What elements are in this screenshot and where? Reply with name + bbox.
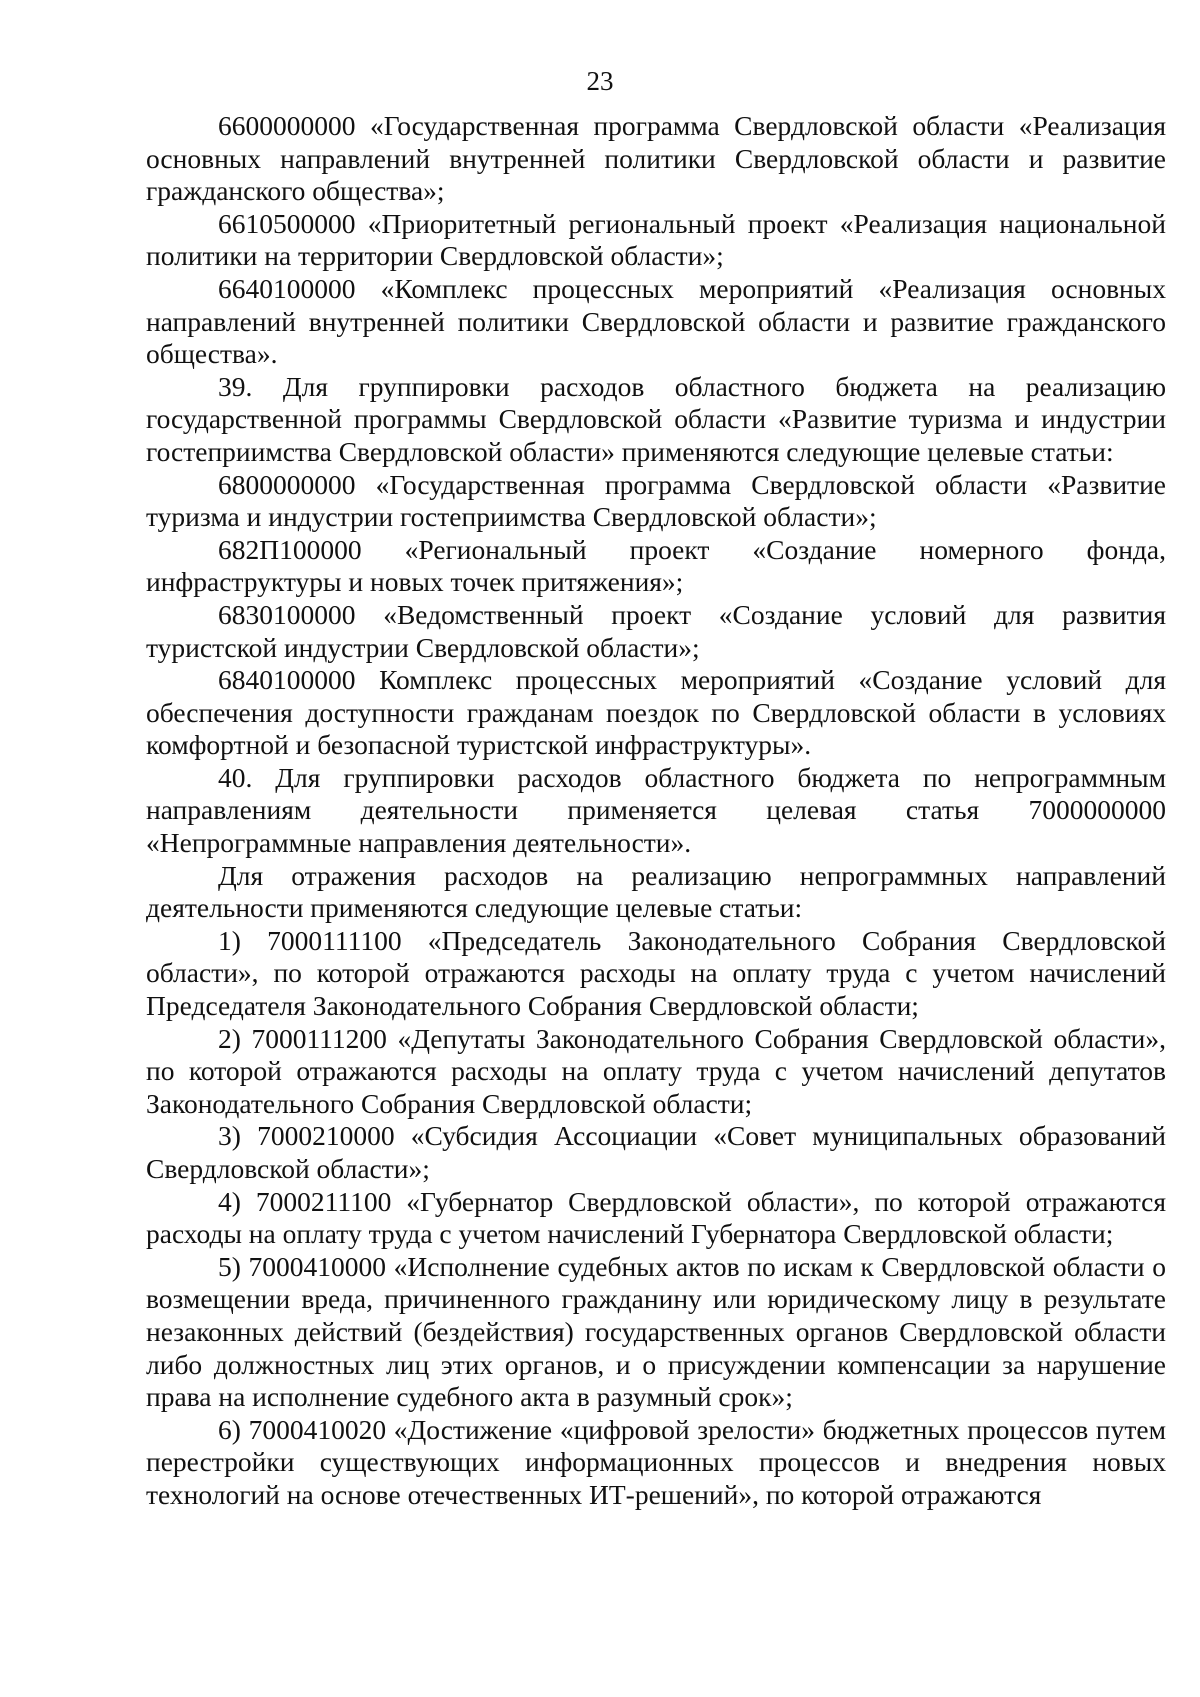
paragraph: 682П100000 «Региональный проект «Создание номерного фонда, инфраструктуры и новых точек притяжения»; [146,533,1166,598]
paragraph: 3) 7000210000 «Субсидия Ассоциации «Совет муниципальных образований Свердловской области»; [146,1120,1166,1184]
paragraph: 40. Для группировки расходов областного бюджета по непрограммным направлениям деятельности применяется целевая статья 7000000000 «Непрограммные направления деятельности». [146,761,1166,859]
paragraph: 6) 7000410020 «Достижение «цифровой зрелости» бюджетных процессов путем перестройки существующих информационных процессов и внедрения новых технологий на основе отечественных ИТ-решений», по которой отражаются [146,1413,1166,1510]
paragraph: 1) 7000111100 «Председатель Законодательного Собрания Свердловской области», по которой отражаются расходы на оплату труда с учетом начислений Председателя Законодательного Собрания Свердловской области; [146,924,1166,1022]
paragraph: 6800000000 «Государственная программа Свердловской области «Развитие туризма и индустрии гостеприимства Свердловской области»; [146,468,1166,533]
paragraph: 6640100000 «Комплекс процессных мероприятий «Реализация основных направлений внутренней политики Свердловской области и развитие гражданского общества». [146,272,1166,370]
document-body [146,110,1166,1512]
paragraph: Для отражения расходов на реализацию непрограммных направлений деятельности применяются следующие целевые статьи: [146,859,1166,924]
paragraph: 39. Для группировки расходов областного бюджета на реализацию государственной программы Свердловской области «Развитие туризма и индустрии гостеприимства Свердловской области» применяются следующие целевые статьи: [146,370,1166,467]
paragraph: 2) 7000111200 «Депутаты Законодательного Собрания Свердловской области», по которой отражаются расходы на оплату труда с учетом начислений депутатов Законодательного Собрания Свердловской области; [146,1022,1166,1119]
paragraph: 6600000000 «Государственная программа Свердловской области «Реализация основных направлений внутренней политики Свердловской области и развитие гражданского общества»; [146,110,1166,207]
page-number: 23 [586,66,614,96]
paragraph: 6610500000 «Приоритетный региональный проект «Реализация национальной политики на территории Свердловской области»; [146,207,1166,272]
paragraph: 5) 7000410000 «Исполнение судебных актов по искам к Свердловской области о возмещении вреда, причиненного гражданину или юридическому лицу в результате незаконных действий (бездействия) государственных органов Свердловской области либо должностных лиц этих органов, и о присуждении компенсации за нарушение права на исполнение судебного акта в разумный срок»; [146,1250,1166,1413]
paragraph: 6830100000 «Ведомственный проект «Создание условий для развития туристской индустрии Свердловской области»; [146,598,1166,663]
paragraph: 4) 7000211100 «Губернатор Свердловской области», по которой отражаются расходы на оплату труда с учетом начислений Губернатора Свердловской области; [146,1185,1166,1250]
paragraph: 6840100000 Комплекс процессных мероприятий «Создание условий для обеспечения доступности гражданам поездок по Свердловской области в условиях комфортной и безопасной туристской инфраструктуры». [146,664,1166,761]
